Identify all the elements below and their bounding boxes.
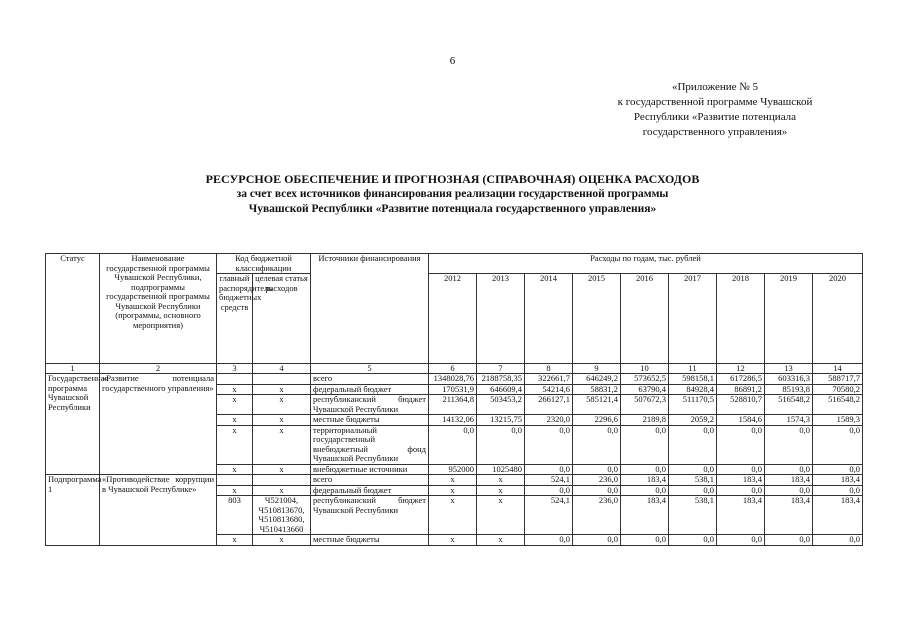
source-cell: всего bbox=[311, 374, 429, 385]
cs-cell: х bbox=[253, 384, 311, 395]
cs-cell: х bbox=[253, 485, 311, 496]
value-cell: 528810,7 bbox=[717, 395, 765, 415]
value-cell: 0,0 bbox=[621, 485, 669, 496]
source-cell: республиканский бюджет Чувашской Республики bbox=[311, 496, 429, 535]
column-number-row bbox=[46, 364, 863, 374]
cs-cell: Ч521004, Ч510813670, Ч510813680, Ч510413660 bbox=[253, 496, 311, 535]
value-cell: х bbox=[477, 496, 525, 535]
value-cell: 2189,8 bbox=[621, 415, 669, 426]
cs-cell: х bbox=[253, 425, 311, 464]
header-year: 2016 bbox=[621, 274, 669, 364]
column-number: 12 bbox=[717, 364, 765, 374]
value-cell: 0,0 bbox=[525, 464, 573, 475]
value-cell: 2188758,35 bbox=[477, 374, 525, 385]
appendix-line: к государственной программе Чувашской bbox=[617, 96, 813, 108]
value-cell: 0,0 bbox=[525, 485, 573, 496]
header-year: 2015 bbox=[573, 274, 621, 364]
value-cell: 0,0 bbox=[477, 425, 525, 464]
column-number: 9 bbox=[573, 364, 621, 374]
value-cell: 0,0 bbox=[765, 425, 813, 464]
value-cell: 0,0 bbox=[621, 425, 669, 464]
resource-table bbox=[45, 253, 863, 546]
column-number: 11 bbox=[669, 364, 717, 374]
column-number: 5 bbox=[311, 364, 429, 374]
column-number: 1 bbox=[46, 364, 100, 374]
value-cell: 0,0 bbox=[765, 485, 813, 496]
value-cell: 0,0 bbox=[669, 425, 717, 464]
header-expenses: Расходы по годам, тыс. рублей bbox=[429, 254, 863, 274]
header-budget-code: Код бюджетной классификации bbox=[217, 254, 311, 274]
value-cell: 0,0 bbox=[669, 535, 717, 546]
value-cell: х bbox=[429, 496, 477, 535]
value-cell: 2320,0 bbox=[525, 415, 573, 426]
value-cell: 0,0 bbox=[717, 464, 765, 475]
header-gr: главный распорядитель бюджетных средств bbox=[217, 274, 253, 364]
value-cell: 183,4 bbox=[813, 475, 863, 486]
table-row bbox=[46, 374, 863, 385]
value-cell: 646249,2 bbox=[573, 374, 621, 385]
cs-cell: х bbox=[253, 415, 311, 426]
gr-cell: х bbox=[217, 464, 253, 475]
gr-cell: х bbox=[217, 415, 253, 426]
column-number: 8 bbox=[525, 364, 573, 374]
appendix-line: государственного управления» bbox=[642, 126, 788, 138]
cs-cell bbox=[253, 475, 311, 486]
value-cell: 0,0 bbox=[813, 425, 863, 464]
appendix-line: «Приложение № 5 bbox=[671, 81, 759, 93]
value-cell: 183,4 bbox=[813, 496, 863, 535]
value-cell: 183,4 bbox=[621, 475, 669, 486]
value-cell: 0,0 bbox=[717, 425, 765, 464]
header-year: 2018 bbox=[717, 274, 765, 364]
value-cell: 0,0 bbox=[717, 535, 765, 546]
value-cell: 86891,2 bbox=[717, 384, 765, 395]
cs-cell: х bbox=[253, 535, 311, 546]
value-cell: 85193,8 bbox=[765, 384, 813, 395]
header-year: 2014 bbox=[525, 274, 573, 364]
value-cell: 2059,2 bbox=[669, 415, 717, 426]
value-cell: 14132,06 bbox=[429, 415, 477, 426]
value-cell: 1574,3 bbox=[765, 415, 813, 426]
header-cs: целевая статья расходов bbox=[253, 274, 311, 364]
appendix-line: Республики «Развитие потенциала bbox=[633, 111, 797, 123]
source-cell: территориальный государственный внебюджетный фонд Чувашской Республики bbox=[311, 425, 429, 464]
value-cell: 13215,75 bbox=[477, 415, 525, 426]
value-cell: 0,0 bbox=[717, 485, 765, 496]
header-year: 2012 bbox=[429, 274, 477, 364]
value-cell: 516548,2 bbox=[765, 395, 813, 415]
value-cell: х bbox=[477, 485, 525, 496]
value-cell: 0,0 bbox=[621, 464, 669, 475]
source-cell: республиканский бюджет Чувашской Республики bbox=[311, 395, 429, 415]
value-cell: 0,0 bbox=[573, 485, 621, 496]
value-cell: 503453,2 bbox=[477, 395, 525, 415]
value-cell: 573652,5 bbox=[621, 374, 669, 385]
value-cell: 0,0 bbox=[573, 425, 621, 464]
value-cell: 1025480 bbox=[477, 464, 525, 475]
column-number: 13 bbox=[765, 364, 813, 374]
cs-cell: х bbox=[253, 464, 311, 475]
value-cell: 266127,1 bbox=[525, 395, 573, 415]
value-cell: 0,0 bbox=[621, 535, 669, 546]
value-cell: 183,4 bbox=[765, 496, 813, 535]
cs-cell: х bbox=[253, 395, 311, 415]
program-name-cell: «Противодействие коррупции в Чувашской Республике» bbox=[100, 475, 217, 546]
title-line: Чувашской Республики «Развитие потенциала государственного управления» bbox=[248, 203, 657, 215]
header-year: 2013 bbox=[477, 274, 525, 364]
document-title bbox=[0, 172, 905, 217]
source-cell: местные бюджеты bbox=[311, 415, 429, 426]
value-cell: 0,0 bbox=[525, 425, 573, 464]
header-status: Статус bbox=[46, 254, 100, 364]
value-cell: 0,0 bbox=[429, 425, 477, 464]
value-cell: 322661,7 bbox=[525, 374, 573, 385]
value-cell: 1589,3 bbox=[813, 415, 863, 426]
column-number: 6 bbox=[429, 364, 477, 374]
value-cell: 0,0 bbox=[669, 464, 717, 475]
value-cell: 236,0 bbox=[573, 496, 621, 535]
value-cell: 0,0 bbox=[669, 485, 717, 496]
column-number: 14 bbox=[813, 364, 863, 374]
value-cell: х bbox=[429, 485, 477, 496]
value-cell: 538,1 bbox=[669, 475, 717, 486]
status-cell: Государственная программа Чувашской Республики bbox=[46, 374, 100, 475]
value-cell: 183,4 bbox=[717, 496, 765, 535]
value-cell: 507672,3 bbox=[621, 395, 669, 415]
value-cell: 646609,4 bbox=[477, 384, 525, 395]
value-cell: 183,4 bbox=[717, 475, 765, 486]
header-year: 2019 bbox=[765, 274, 813, 364]
value-cell: 236,0 bbox=[573, 475, 621, 486]
program-name-cell: «Развитие потенциала государственного управления» bbox=[100, 374, 217, 475]
header-sources: Источники финансирования bbox=[311, 254, 429, 364]
header-year: 2017 bbox=[669, 274, 717, 364]
value-cell: х bbox=[429, 535, 477, 546]
gr-cell: х bbox=[217, 425, 253, 464]
value-cell: 84928,4 bbox=[669, 384, 717, 395]
source-cell: федеральный бюджет bbox=[311, 485, 429, 496]
value-cell: 1348028,76 bbox=[429, 374, 477, 385]
value-cell: 54214,6 bbox=[525, 384, 573, 395]
gr-cell: х bbox=[217, 535, 253, 546]
gr-cell: 803 bbox=[217, 496, 253, 535]
value-cell: 588717,7 bbox=[813, 374, 863, 385]
gr-cell: х bbox=[217, 395, 253, 415]
page-number: 6 bbox=[449, 55, 456, 67]
title-line: за счет всех источников финансирования реализации государственной программы bbox=[236, 188, 669, 200]
value-cell: 524,1 bbox=[525, 496, 573, 535]
title-line: РЕСУРСНОЕ ОБЕСПЕЧЕНИЕ И ПРОГНОЗНАЯ (СПРАВОЧНАЯ) ОЦЕНКА РАСХОДОВ bbox=[205, 172, 700, 186]
value-cell: 63790,4 bbox=[621, 384, 669, 395]
value-cell: 0,0 bbox=[525, 535, 573, 546]
source-cell: федеральный бюджет bbox=[311, 384, 429, 395]
gr-cell: х bbox=[217, 485, 253, 496]
column-number: 10 bbox=[621, 364, 669, 374]
header-name: Наименование государственной программы Чувашской Республики, подпрограммы государственной программы Чувашской Республики (программы, основного мероприятия) bbox=[100, 254, 217, 364]
value-cell: 516548,2 bbox=[813, 395, 863, 415]
status-cell: Подпрограмма 1 bbox=[46, 475, 100, 546]
value-cell: 0,0 bbox=[813, 535, 863, 546]
value-cell: 0,0 bbox=[573, 464, 621, 475]
gr-cell bbox=[217, 374, 253, 385]
value-cell: 585121,4 bbox=[573, 395, 621, 415]
gr-cell bbox=[217, 475, 253, 486]
column-number: 7 bbox=[477, 364, 525, 374]
header-year: 2020 bbox=[813, 274, 863, 364]
table-row bbox=[46, 475, 863, 486]
value-cell: 170531,9 bbox=[429, 384, 477, 395]
source-cell: внебюджетные источники bbox=[311, 464, 429, 475]
value-cell: 952000 bbox=[429, 464, 477, 475]
value-cell: 0,0 bbox=[813, 464, 863, 475]
value-cell: 1584,6 bbox=[717, 415, 765, 426]
source-cell: местные бюджеты bbox=[311, 535, 429, 546]
value-cell: 70580,2 bbox=[813, 384, 863, 395]
value-cell: 538,1 bbox=[669, 496, 717, 535]
value-cell: 211364,8 bbox=[429, 395, 477, 415]
value-cell: х bbox=[477, 535, 525, 546]
value-cell: х bbox=[477, 475, 525, 486]
value-cell: 0,0 bbox=[573, 535, 621, 546]
value-cell: 58831,2 bbox=[573, 384, 621, 395]
value-cell: 2296,6 bbox=[573, 415, 621, 426]
value-cell: 183,4 bbox=[765, 475, 813, 486]
value-cell: 0,0 bbox=[765, 535, 813, 546]
gr-cell: х bbox=[217, 384, 253, 395]
value-cell: х bbox=[429, 475, 477, 486]
value-cell: 617286,5 bbox=[717, 374, 765, 385]
column-number: 2 bbox=[100, 364, 217, 374]
appendix-note bbox=[560, 80, 870, 140]
source-cell: всего bbox=[311, 475, 429, 486]
value-cell: 0,0 bbox=[813, 485, 863, 496]
value-cell: 511170,5 bbox=[669, 395, 717, 415]
value-cell: 0,0 bbox=[765, 464, 813, 475]
value-cell: 183,4 bbox=[621, 496, 669, 535]
value-cell: 598158,1 bbox=[669, 374, 717, 385]
column-number: 3 bbox=[217, 364, 253, 374]
cs-cell bbox=[253, 374, 311, 385]
value-cell: 603316,3 bbox=[765, 374, 813, 385]
value-cell: 524,1 bbox=[525, 475, 573, 486]
column-number: 4 bbox=[253, 364, 311, 374]
